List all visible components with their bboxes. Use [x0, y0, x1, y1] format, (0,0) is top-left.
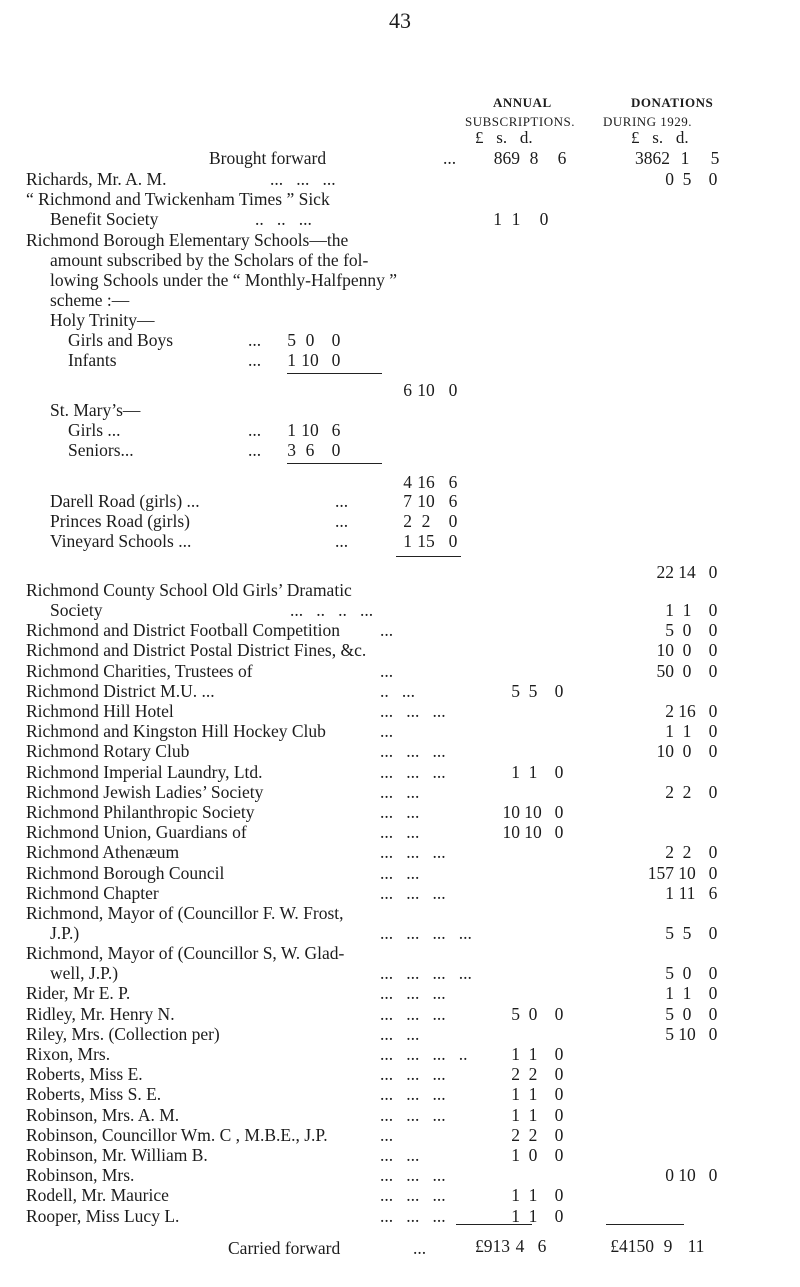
leader-dots: ... — [335, 491, 349, 511]
shillings-value: 2 — [528, 1064, 538, 1085]
leader-dots: ... ... ... — [380, 741, 446, 762]
pounds-value: 1 — [287, 350, 296, 370]
pence-value: 0 — [331, 330, 341, 350]
entry-name: Richmond and Kingston Hill Hockey Club — [26, 721, 326, 742]
shillings-value: 1 — [511, 209, 521, 229]
entry-name: Benefit Society — [50, 209, 159, 229]
pence-value: 0 — [708, 721, 718, 742]
shillings-value: 1 — [682, 983, 692, 1004]
entry-name: Richmond and District Football Competition — [26, 620, 341, 641]
pounds-value: 1 — [511, 1185, 520, 1206]
shillings-value: 9 — [663, 1236, 673, 1256]
pounds-value: 1 — [665, 983, 674, 1004]
subtotal-rule — [287, 463, 382, 464]
leader-dots: ... ... ... — [380, 1084, 446, 1105]
leader-dots: ... ... ... ... — [380, 923, 472, 943]
entry-name: Richmond Hill Hotel — [26, 701, 174, 721]
donation-amount — [618, 640, 726, 661]
leader-dots: ... — [335, 531, 349, 551]
subscriptions-header-line1: ANNUAL — [493, 95, 552, 110]
subscription-amount — [456, 209, 558, 230]
shillings-value: 6 — [305, 440, 315, 460]
shillings-value: 0 — [305, 330, 315, 350]
pounds-value: 1 — [665, 600, 674, 620]
school-name: Seniors... — [68, 440, 134, 460]
entry-name: lowing Schools under the “ Monthly-Halfpenny ” — [50, 270, 398, 290]
leader-dots: ... ... ... — [380, 1185, 446, 1206]
entry-name: Roberts, Miss E. — [26, 1064, 143, 1085]
pence-value: 0 — [448, 380, 458, 400]
shillings-value: 0 — [682, 640, 692, 661]
pence-value: 6 — [557, 148, 567, 168]
school-subtotal — [392, 380, 466, 401]
pounds-value: 5 — [665, 963, 674, 984]
pence-value: 0 — [554, 761, 564, 782]
pounds-value: 10 — [502, 822, 520, 843]
donations-header-line1: DONATIONS — [631, 95, 714, 110]
pounds-value: 6 — [403, 380, 412, 400]
school-name: Darell Road (girls) ... — [50, 491, 200, 511]
donations-header-line2: DURING 1929. — [603, 114, 693, 129]
entry-name: Richmond Imperial Laundry, Ltd. — [26, 761, 263, 782]
leader-dots: ... ... ... — [380, 1165, 446, 1186]
school-name: Girls and Boys — [68, 330, 173, 350]
pounds-value: 4 — [403, 472, 412, 492]
entry-name: Richmond Athenæum — [26, 842, 180, 863]
pence-value: 0 — [331, 440, 341, 460]
donation-amount — [618, 620, 726, 641]
entry-name: Rodell, Mr. Maurice — [26, 1185, 169, 1206]
pence-value: 6 — [448, 491, 458, 511]
leader-dots: ... ... — [380, 862, 420, 883]
pence-value: 6 — [331, 420, 341, 440]
shillings-value: 0 — [682, 963, 692, 984]
pence-value: 0 — [554, 1124, 564, 1145]
pence-value: 0 — [708, 1165, 718, 1186]
leader-dots: ... — [248, 420, 262, 440]
pounds-value: 1 — [493, 209, 502, 229]
pence-value: 0 — [554, 680, 564, 701]
school-name: Vineyard Schools ... — [50, 531, 192, 551]
subscription-amount — [464, 681, 572, 702]
shillings-value: 14 — [678, 562, 696, 582]
entry-name: Richmond Borough Council — [26, 862, 225, 883]
shillings-value: 10 — [417, 491, 435, 511]
school-name: Girls ... — [68, 420, 121, 440]
subscription-amount — [464, 1105, 572, 1126]
shillings-value: 5 — [682, 169, 692, 189]
school-amount — [280, 350, 348, 371]
pounds-value: 0 — [665, 169, 674, 189]
subscription-amount — [464, 1084, 572, 1105]
school-amount — [280, 440, 348, 461]
pence-value: 0 — [708, 660, 718, 681]
shillings-value: 10 — [524, 822, 542, 843]
shillings-value: 10 — [678, 862, 696, 883]
pounds-value: 2 — [665, 842, 674, 863]
pence-value: 0 — [708, 741, 718, 762]
donation-amount — [618, 600, 726, 621]
pounds-value: 157 — [647, 862, 674, 883]
subscription-amount — [464, 1145, 572, 1166]
pence-value: 0 — [331, 350, 341, 370]
leader-dots: ... .. .. ... — [290, 600, 374, 620]
entry-name: Richmond, Mayor of (Councillor S, W. Glad- — [26, 943, 345, 964]
subscription-amount — [464, 822, 572, 843]
leader-dots: ... ... ... — [380, 761, 446, 782]
school-name: Infants — [68, 350, 117, 370]
pence-value: 0 — [708, 169, 718, 189]
leader-dots: ... — [380, 1124, 394, 1145]
leader-dots: ... ... — [380, 781, 420, 802]
leader-dots: ... — [335, 511, 349, 531]
shillings-value: 1 — [528, 1205, 538, 1226]
pence-value: 0 — [708, 701, 718, 721]
pence-value: 0 — [708, 640, 718, 661]
shillings-value: 1 — [528, 1104, 538, 1125]
carried-forward-dots: ... — [413, 1238, 427, 1258]
shillings-value: 2 — [528, 1124, 538, 1145]
subscriptions-units: £ s. d. — [475, 128, 533, 147]
donations-total-rule — [606, 1224, 684, 1225]
leader-dots: ... — [380, 660, 394, 681]
shillings-value: 0 — [682, 620, 692, 641]
brought-forward-subscriptions — [452, 148, 576, 169]
pounds-value: 2 — [665, 781, 674, 802]
leader-dots: ... ... ... — [380, 983, 446, 1004]
entry-name: Rider, Mr E. P. — [26, 983, 131, 1004]
pounds-value: 869 — [493, 148, 520, 168]
entry-name: Richmond District M.U. ... — [26, 680, 215, 701]
pence-value: 0 — [554, 822, 564, 843]
subscriptions-total-rule — [456, 1224, 532, 1225]
pounds-value: 2 — [403, 511, 412, 531]
pence-value: 0 — [554, 1064, 564, 1085]
donation-amount — [618, 169, 726, 190]
entry-name: Richmond Borough Elementary Schools—the — [26, 230, 349, 250]
carried-forward-donations — [578, 1236, 710, 1257]
pounds-value: 3 — [287, 440, 296, 460]
shillings-value: 0 — [682, 741, 692, 762]
leader-dots: ... ... ... — [380, 1205, 446, 1226]
donation-amount — [618, 983, 726, 1004]
schools-total-rule — [396, 556, 461, 557]
pounds-value: 5 — [511, 1003, 520, 1024]
entry-name: Richmond County School Old Girls’ Dramatic — [26, 580, 352, 600]
school-amount — [280, 330, 348, 351]
pounds-value: 7 — [403, 491, 412, 511]
pounds-value: 1 — [287, 420, 296, 440]
leader-dots: .. ... — [380, 680, 415, 701]
entry-name: J.P.) — [50, 923, 80, 943]
shillings-value: 2 — [682, 842, 692, 863]
subscription-amount — [464, 1064, 572, 1085]
pence-value: 6 — [708, 882, 718, 903]
subscription-amount — [464, 762, 572, 783]
entry-name: Robinson, Councillor Wm. C , M.B.E., J.P. — [26, 1124, 328, 1145]
pence-value: 0 — [539, 209, 549, 229]
leader-dots: .. .. ... — [255, 209, 312, 229]
shillings-value: 11 — [678, 882, 696, 903]
entry-name: Richmond Union, Guardians of — [26, 822, 247, 843]
shillings-value: 1 — [528, 1185, 538, 1206]
pounds-value: 1 — [511, 761, 520, 782]
subscription-amount — [464, 1185, 572, 1206]
donation-amount — [618, 842, 726, 863]
donation-amount — [618, 701, 726, 722]
pounds-value: 5 — [665, 923, 674, 943]
subscription-amount — [464, 1004, 572, 1025]
entry-name: Richmond Charities, Trustees of — [26, 660, 253, 681]
pence-value: 0 — [554, 1104, 564, 1125]
pounds-value: 1 — [511, 1205, 520, 1226]
donation-amount — [618, 963, 726, 984]
leader-dots: ... ... ... — [270, 169, 336, 189]
leader-dots: ... — [248, 350, 262, 370]
shillings-value: 4 — [515, 1236, 525, 1256]
shillings-value: 0 — [528, 1003, 538, 1024]
entry-name: Richmond and District Postal District Fines, &c. — [26, 640, 367, 661]
subtotal-rule — [287, 373, 382, 374]
carried-forward-label: Carried forward — [228, 1238, 341, 1258]
shillings-value: 1 — [680, 148, 690, 168]
pence-value: 0 — [708, 600, 718, 620]
shillings-value: 0 — [682, 660, 692, 681]
shillings-value: 8 — [529, 148, 539, 168]
pounds-value: £913 — [475, 1236, 510, 1256]
leader-dots: ... — [248, 440, 262, 460]
shillings-value: 10 — [678, 1165, 696, 1186]
donation-amount — [618, 923, 726, 944]
leader-dots: ... ... ... — [380, 1003, 446, 1024]
donation-amount — [618, 661, 726, 682]
donation-amount — [618, 741, 726, 762]
leader-dots: ... ... ... — [380, 1104, 446, 1125]
brought-forward-donations — [600, 148, 730, 169]
pence-value: 0 — [448, 511, 458, 531]
pence-value: 11 — [687, 1236, 705, 1256]
shillings-value: 1 — [682, 600, 692, 620]
shillings-value: 16 — [678, 701, 696, 721]
pounds-value: 1 — [511, 1145, 520, 1165]
entry-name: Richmond, Mayor of (Councillor F. W. Frost, — [26, 903, 344, 923]
pounds-value: £4150 — [610, 1236, 654, 1256]
entry-name: Richmond Rotary Club — [26, 741, 190, 762]
pence-value: 6 — [448, 472, 458, 492]
shillings-value: 10 — [301, 350, 319, 370]
shillings-value: 0 — [682, 1003, 692, 1024]
shillings-value: 5 — [682, 923, 692, 943]
entry-name: well, J.P.) — [50, 963, 119, 984]
leader-dots: ... ... — [380, 1023, 420, 1044]
pence-value: 0 — [708, 620, 718, 641]
donation-amount — [618, 1024, 726, 1045]
pounds-value: 3862 — [635, 148, 670, 168]
pence-value: 0 — [448, 531, 458, 551]
donation-amount — [618, 1004, 726, 1025]
shillings-value: 1 — [528, 1084, 538, 1105]
pence-value: 0 — [554, 802, 564, 822]
pounds-value: 2 — [511, 1124, 520, 1145]
pounds-value: 5 — [665, 620, 674, 641]
school-amount — [392, 531, 466, 552]
leader-dots: ... ... ... — [380, 842, 446, 863]
donation-amount — [618, 721, 726, 742]
pence-value: 0 — [708, 862, 718, 883]
pence-value: 0 — [708, 983, 718, 1004]
entry-name: Robinson, Mrs. A. M. — [26, 1104, 180, 1125]
pence-value: 0 — [708, 1003, 718, 1024]
pence-value: 0 — [554, 1003, 564, 1024]
pounds-value: 1 — [511, 1084, 520, 1105]
donation-amount — [618, 1165, 726, 1186]
donation-amount — [618, 883, 726, 904]
school-amount — [392, 511, 466, 532]
entry-name: Rixon, Mrs. — [26, 1044, 111, 1064]
school-amount — [392, 491, 466, 512]
school-subtotal — [392, 472, 466, 493]
pounds-value: 1 — [511, 1104, 520, 1125]
entry-name: Riley, Mrs. (Collection per) — [26, 1023, 220, 1044]
school-name: Princes Road (girls) — [50, 511, 190, 531]
leader-dots: ... ... — [380, 1145, 420, 1165]
shillings-value: 10 — [417, 380, 435, 400]
pounds-value: 10 — [656, 640, 674, 661]
leader-dots: ... ... — [380, 802, 420, 822]
subscription-amount — [464, 802, 572, 823]
leader-dots: ... — [380, 721, 394, 742]
pounds-value: 5 — [511, 680, 520, 701]
pounds-value: 5 — [665, 1023, 674, 1044]
pounds-value: 5 — [287, 330, 296, 350]
entry-name: Richards, Mr. A. M. — [26, 169, 167, 189]
leader-dots: ... ... ... .. — [380, 1044, 468, 1064]
donation-amount — [618, 863, 726, 884]
brought-forward-label: Brought forward — [209, 148, 327, 168]
donation-amount — [618, 782, 726, 803]
pence-value: 0 — [708, 963, 718, 984]
subscription-amount — [464, 1125, 572, 1146]
entry-name: Robinson, Mr. William B. — [26, 1145, 208, 1165]
shillings-value: 10 — [524, 802, 542, 822]
brought-forward-dots: ... — [443, 148, 457, 168]
pence-value: 0 — [554, 1145, 564, 1165]
pounds-value: 10 — [656, 741, 674, 762]
pence-value: 0 — [708, 781, 718, 802]
pence-value: 0 — [708, 562, 718, 582]
leader-dots: ... ... ... ... — [380, 963, 472, 984]
entry-name: Richmond Jewish Ladies’ Society — [26, 781, 264, 802]
pence-value: 0 — [708, 842, 718, 863]
pounds-value: 0 — [665, 1165, 674, 1186]
pounds-value: 1 — [511, 1044, 520, 1064]
pounds-value: 1 — [403, 531, 412, 551]
leader-dots: ... — [248, 330, 262, 350]
pounds-value: 2 — [511, 1064, 520, 1085]
entry-name: Roberts, Miss S. E. — [26, 1084, 162, 1105]
carried-forward-subscriptions — [450, 1236, 554, 1257]
shillings-value: 2 — [421, 511, 431, 531]
pounds-value: 5 — [665, 1003, 674, 1024]
pounds-value: 1 — [665, 721, 674, 742]
pounds-value: 2 — [665, 701, 674, 721]
pounds-value: 1 — [665, 882, 674, 903]
school-group-label: Holy Trinity— — [50, 310, 155, 330]
school-amount — [280, 420, 348, 441]
pence-value: 0 — [554, 1185, 564, 1206]
entry-name: Rooper, Miss Lucy L. — [26, 1205, 180, 1226]
shillings-value: 10 — [678, 1023, 696, 1044]
school-group-label: St. Mary’s— — [50, 400, 141, 420]
entry-name: scheme :— — [50, 290, 130, 310]
leader-dots: ... ... ... — [380, 882, 446, 903]
pence-value: 0 — [554, 1044, 564, 1064]
shillings-value: 0 — [528, 1145, 538, 1165]
leader-dots: ... ... ... — [380, 701, 446, 721]
entry-name: Society — [50, 600, 103, 620]
shillings-value: 2 — [682, 781, 692, 802]
pence-value: 0 — [554, 1205, 564, 1226]
entry-name: “ Richmond and Twickenham Times ” Sick — [26, 189, 330, 209]
pence-value: 6 — [537, 1236, 547, 1256]
pence-value: 0 — [708, 923, 718, 943]
pounds-value: 50 — [656, 660, 674, 681]
donations-units: £ s. d. — [631, 128, 689, 147]
shillings-value: 16 — [417, 472, 435, 492]
pence-value: 0 — [554, 1084, 564, 1105]
page-number: 43 — [389, 8, 411, 33]
leader-dots: ... — [380, 620, 394, 641]
shillings-value: 5 — [528, 680, 538, 701]
entry-name: amount subscribed by the Scholars of the fol- — [50, 250, 369, 270]
schools-grand-total — [618, 562, 726, 583]
shillings-value: 1 — [528, 761, 538, 782]
pence-value: 5 — [710, 148, 720, 168]
leader-dots: ... ... — [380, 822, 420, 843]
pounds-value: 10 — [502, 802, 520, 822]
shillings-value: 15 — [417, 531, 435, 551]
leader-dots: ... ... ... — [380, 1064, 446, 1085]
entry-name: Robinson, Mrs. — [26, 1165, 135, 1186]
subscription-amount — [464, 1044, 572, 1065]
pence-value: 0 — [708, 1023, 718, 1044]
shillings-value: 10 — [301, 420, 319, 440]
entry-name: Richmond Chapter — [26, 882, 159, 903]
pounds-value: 22 — [656, 562, 674, 582]
shillings-value: 1 — [528, 1044, 538, 1064]
subscriptions-header-line2: SUBSCRIPTIONS. — [465, 114, 575, 129]
shillings-value: 1 — [682, 721, 692, 742]
entry-name: Ridley, Mr. Henry N. — [26, 1003, 175, 1024]
entry-name: Richmond Philanthropic Society — [26, 802, 255, 822]
